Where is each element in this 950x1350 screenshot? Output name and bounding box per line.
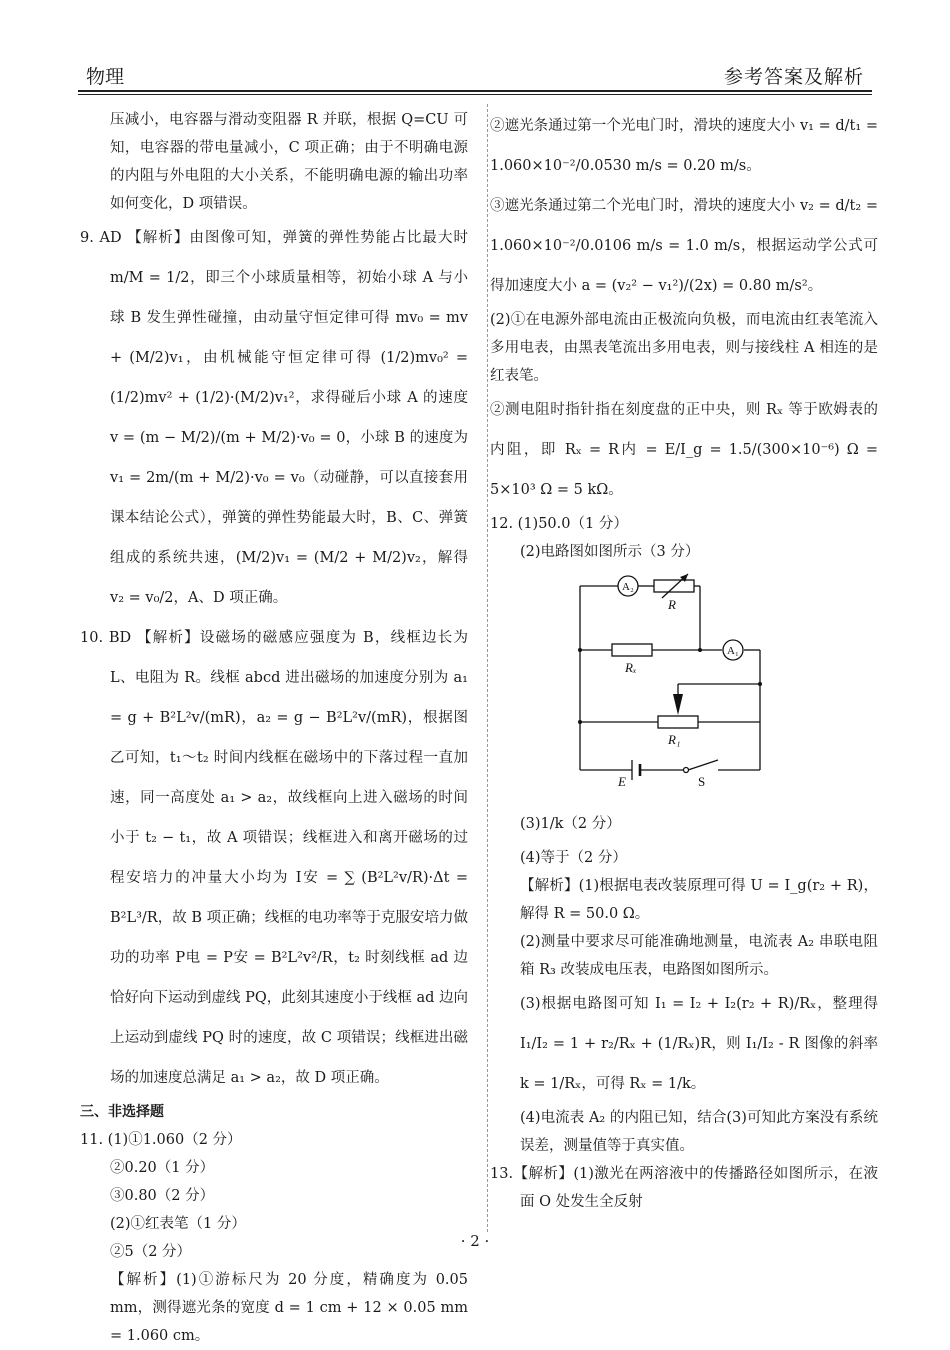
answer-9: 9. AD 【解析】由图像可知，弹簧的弹性势能占比最大时 m/M = 1/2，即三个小球质量相等，初始小球 A 与小球 B 发生弹性碰撞，由动量守恒定律可得 mv₀ = mv + (M/2)v₁，由机械能守恒定律可得 (1/2)mv₀² = (1/2)mv² + (1/2)·(M/2)v₁²，求得碰后小球 A 的速度 v = (m − M/2)/(m + M/2)·v₀ = 0，小球 B 的速度为 v₁ = 2m/(m + M/2)·v₀ = v₀（动碰静，可以直接套用课本结论公式），弹簧的弹性势能最大时，B、C、弹簧组成的系统共速，(M/2)v₁ = (M/2 + M/2)v₂，解得 v₂ = v₀/2，A、D 项正确。: [80, 230, 468, 606]
wire-switch-blade: [688, 760, 718, 770]
answer-11-3: ③0.80（2 分）: [110, 1188, 215, 1204]
column-divider: [487, 104, 488, 1232]
paragraph-continuation: 压减小，电容器与滑动变阻器 R 并联，根据 Q=CU 可知，电容器的带电量减小，C 项正确；由于不明确电源的内阻与外电阻的大小关系，不能明确电源的输出功率如何变化，D 项错误。: [110, 112, 468, 212]
answer-12-1: 12. (1)50.0（1 分）: [490, 516, 628, 532]
circuit-diagram: [570, 572, 800, 790]
resistor-box-r: [654, 580, 694, 592]
answer-12-3: (3)1/k（2 分）: [520, 816, 621, 832]
junction-top-branch: [698, 648, 702, 652]
analysis-12-4: (4)电流表 A₂ 的内阻已知，结合(3)可知此方案没有系统误差，测量值等于真实值。: [520, 1110, 878, 1154]
answer-12-4: (4)等于（2 分）: [520, 850, 627, 866]
analysis-12-3: (3)根据电路图可知 I₁ = I₂ + I₂(r₂ + R)/Rₓ，整理得 I₁/I₂ = 1 + r₂/Rₓ + (1/Rₓ)R，则 I₁/I₂ - R 图像的斜率 k = 1/Rₓ，可得 Rₓ = 1/k。: [520, 996, 878, 1092]
answer-11-5: ②5（2 分）: [110, 1244, 192, 1260]
slider-arrow: [673, 694, 683, 715]
analysis-11-v2: ③遮光条通过第二个光电门时，滑块的速度大小 v₂ = d/t₂ = 1.060×10⁻²/0.0106 m/s = 1.0 m/s，根据运动学公式可得加速度大小 a = (v₂² − v₁²)/(2x) = 0.80 m/s²。: [490, 198, 878, 294]
answer-11-2: ②0.20（1 分）: [110, 1160, 215, 1176]
right-column: [490, 106, 878, 1216]
analysis-12-2: (2)测量中要求尽可能准确地测量，电流表 A₂ 串联电阻箱 R₃ 改装成电压表，电路图如图所示。: [520, 934, 878, 978]
label-r1: R₁: [668, 732, 681, 747]
left-column: [80, 106, 468, 1350]
answer-10: 10. BD 【解析】设磁场的磁感应强度为 B，线框边长为 L、电阻为 R。线框 abcd 进出磁场的加速度分别为 a₁ = g + B²L²v/(mR)，a₂ = g − B²L²v/(mR)，根据图乙可知，t₁～t₂ 时间内线框在磁场中的下落过程一直加速，同一高度处 a₁ > a₂，故线框向上进入磁场的时间小于 t₂ − t₁，故 A 项错误；线框进入和离开磁场的过程安培力的冲量大小均为 I安 = ∑ (B²L²v/R)·Δt = B²L³/R，故 B 项正确；线框的电功率等于克服安培力做功的功率 P电 = P安 = B²L²v²/R，t₂ 时刻线框 ad 边恰好向下运动到虚线 PQ，此刻其速度小于线框 ad 边向上运动到虚线 PQ 时的速度，故 C 项错误；线框进出磁场的加速度总满足 a₁ > a₂，故 D 项正确。: [80, 630, 468, 1086]
junction-slider-right: [758, 682, 762, 686]
label-rx: Rₓ: [625, 660, 637, 675]
junction-r1-left: [578, 720, 582, 724]
switch-contact: [684, 768, 689, 773]
label-e: E: [618, 774, 626, 789]
label-a1: A₁: [727, 645, 739, 657]
resistor-box-r1: [658, 716, 698, 728]
answer-11-1: 11. (1)①1.060（2 分）: [80, 1132, 242, 1148]
answer-13: 13.【解析】(1)激光在两溶液中的传播路径如图所示，在液面 O 处发生全反射: [490, 1166, 878, 1210]
page-number: · 2 ·: [460, 1232, 490, 1250]
section-title: 三、非选择题: [80, 1104, 164, 1120]
analysis-12-1: 【解析】(1)根据电表改装原理可得 U = I_g(r₂ + R)，解得 R = 50.0 Ω。: [520, 878, 878, 922]
subject-label: 物理: [86, 66, 125, 88]
junction-rx-branch: [578, 648, 582, 652]
answer-11-4: (2)①红表笔（1 分）: [110, 1216, 246, 1232]
document-title: 参考答案及解析: [723, 66, 864, 88]
analysis-11-v1: ②遮光条通过第一个光电门时，滑块的速度大小 v₁ = d/t₁ = 1.060×10⁻²/0.0530 m/s = 0.20 m/s。: [490, 118, 878, 174]
answer-12-2: (2)电路图如图所示（3 分）: [520, 544, 700, 560]
page-header: [78, 58, 872, 92]
analysis-11-rx: ②测电阻时指针指在刻度盘的正中央，则 Rₓ 等于欧姆表的内阻，即 Rₓ = R内 = E/I_g = 1.5/(300×10⁻⁶) Ω = 5×10³ Ω = 5 kΩ。: [490, 402, 878, 498]
header-rule-thick: [78, 90, 872, 92]
label-a2: A₂: [622, 581, 634, 593]
label-r: R: [668, 597, 676, 612]
analysis-11: 【解析】(1)①游标尺为 20 分度，精确度为 0.05 mm，测得遮光条的宽度 d = 1 cm + 12 × 0.05 mm = 1.060 cm。: [110, 1272, 468, 1344]
analysis-11-red-probe: (2)①在电源外部电流由正极流向负极，而电流由红表笔流入多用电表，由黑表笔流出多用电表，则与接线柱 A 相连的是红表笔。: [490, 312, 878, 384]
label-s: S: [698, 774, 706, 789]
header-rule-thin: [78, 94, 872, 95]
resistor-box-rx: [612, 644, 652, 656]
